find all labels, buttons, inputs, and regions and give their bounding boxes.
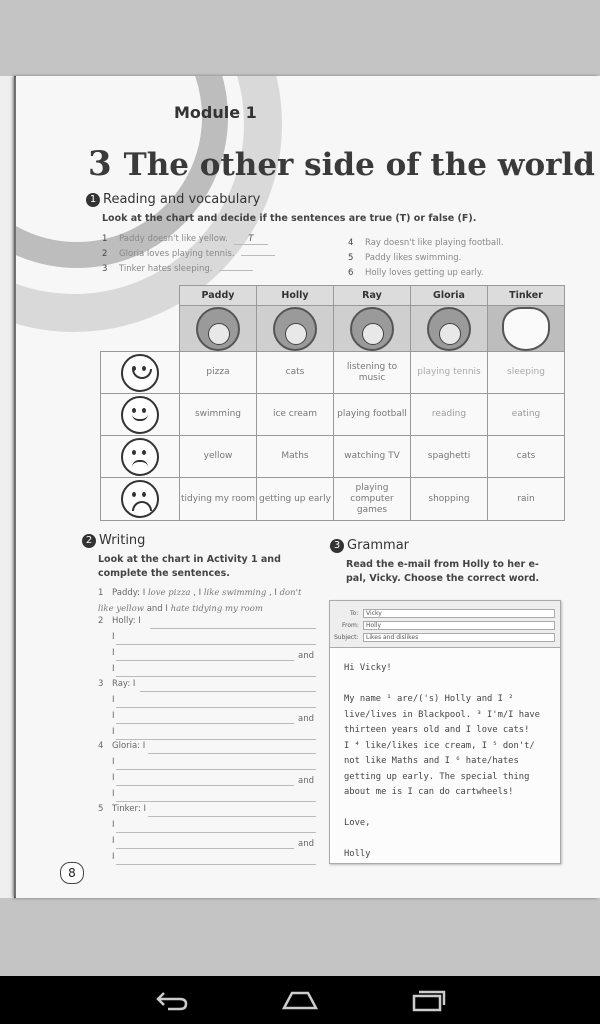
chart-cell: spaghetti (410, 435, 488, 478)
recent-apps-button[interactable] (405, 984, 453, 1016)
chart-cell: playing computer games (333, 477, 411, 521)
writing-item-holly: 2 Holly: I (98, 616, 141, 626)
answer-line[interactable] (150, 627, 316, 629)
sentence-item: 2 Gloria loves playing tennis. (102, 249, 275, 259)
answer-line[interactable] (116, 863, 316, 865)
grammar-instruction: Read the e-mail from Holly to her e-pal, Vicky. Choose the correct word. (346, 559, 540, 584)
email-header (330, 601, 560, 648)
back-button[interactable] (148, 984, 196, 1016)
chart-cell: ice cream (256, 393, 334, 436)
answer-line[interactable] (148, 815, 316, 817)
chart-cell: pizza (179, 351, 257, 394)
chart-cell: getting up early (256, 477, 334, 521)
to-label: To: (350, 610, 359, 617)
answer-line[interactable] (140, 690, 316, 692)
line-prefix: I (112, 664, 115, 674)
email-line: Love, (344, 818, 371, 828)
answer-blank[interactable]: T (234, 234, 268, 245)
previous-page-edge (0, 76, 16, 898)
column-header-ray: Ray (333, 285, 411, 306)
unit-number: 3 (88, 144, 112, 184)
workbook-page[interactable] (16, 76, 600, 898)
chart-cell: swimming (179, 393, 257, 436)
chart-cell: sleeping (487, 351, 565, 394)
chart-cell: tidying my room (179, 477, 257, 521)
reading-instruction: Look at the chart and decide if the sentences are true (T) or false (F). (102, 213, 477, 224)
email-window (329, 600, 561, 864)
answer-line[interactable] (148, 752, 316, 754)
face-icon-hate (100, 477, 180, 521)
sentence-item: 6 Holly loves getting up early. (348, 268, 484, 278)
answer-line[interactable] (116, 643, 316, 645)
portrait-paddy (179, 305, 257, 352)
face-icon-dislike (100, 435, 180, 478)
answer-blank[interactable] (219, 270, 253, 271)
home-icon (280, 989, 320, 1011)
subject-field[interactable]: Likes and dislikes (363, 633, 555, 642)
answer-line[interactable] (116, 847, 294, 849)
line-prefix: I (112, 648, 115, 658)
email-line: getting up early. The special thing (344, 771, 530, 782)
writing-item-gloria: 4 Gloria: I (98, 741, 146, 751)
navigation-bar (0, 976, 600, 1024)
answer-line[interactable] (116, 831, 316, 833)
and-label: and (298, 776, 314, 786)
line-prefix: I (112, 757, 115, 767)
email-line: Holly (344, 849, 371, 859)
and-label: and (298, 839, 314, 849)
column-header-tinker: Tinker (487, 285, 565, 306)
to-field[interactable]: Vicky (363, 609, 555, 618)
line-prefix: I (112, 836, 115, 846)
email-line: Hi Vicky! (344, 663, 392, 673)
column-header-gloria: Gloria (410, 285, 488, 306)
line-prefix: I (112, 820, 115, 830)
from-label: From: (342, 622, 359, 629)
chart-cell: eating (487, 393, 565, 436)
line-prefix: I (112, 727, 115, 737)
writing-instruction: Look at the chart in Activity 1 and complete the sentences. (98, 554, 281, 579)
column-header-paddy: Paddy (179, 285, 257, 306)
portrait-holly (256, 305, 334, 352)
email-body (344, 661, 556, 863)
page-title (88, 144, 595, 184)
subject-label: Subject: (334, 634, 359, 641)
line-prefix: I (112, 711, 115, 721)
page-number: 8 (60, 862, 84, 884)
portrait-gloria (410, 305, 488, 352)
chart-cell: Maths (256, 435, 334, 478)
back-arrow-icon (154, 989, 190, 1011)
answer-blank[interactable] (241, 255, 275, 256)
answer-line[interactable] (116, 722, 294, 724)
email-line (344, 832, 556, 848)
answer-line[interactable] (116, 675, 316, 677)
answer-line[interactable] (116, 659, 294, 661)
chart-cell: yellow (179, 435, 257, 478)
answer-line[interactable] (116, 784, 294, 786)
sentence-item: 5 Paddy likes swimming. (348, 253, 462, 263)
sentence-item: 4 Ray doesn't like playing football. (348, 238, 504, 248)
chart-cell: playing football (333, 393, 411, 436)
reading-heading: 1 Reading and vocabulary (86, 192, 260, 207)
chart-cell: listening to music (333, 351, 411, 394)
line-prefix: I (112, 695, 115, 705)
chart-cell: watching TV (333, 435, 411, 478)
email-line: My name ¹ are/('s) Holly and I ² (344, 694, 514, 704)
column-header-holly: Holly (256, 285, 334, 306)
chart-cell: playing tennis (410, 351, 488, 394)
from-field[interactable]: Holly (363, 621, 555, 630)
likes-chart (100, 285, 580, 527)
email-line: I ⁴ like/likes ice cream, I ⁵ don't/ (344, 740, 535, 751)
and-label: and (298, 651, 314, 661)
grammar-heading: 3 Grammar (330, 538, 409, 553)
face-icon-like (100, 393, 180, 436)
sentence-item: 1 Paddy doesn't like yellow. T (102, 234, 268, 245)
writing-example: 1 Paddy: I love pizza , I like swimming , I don't like yellow and I hate tidying my room (98, 588, 302, 614)
chart-cell: cats (256, 351, 334, 394)
email-line: not like Maths and I ⁶ hate/hates (344, 756, 519, 766)
line-prefix: I (112, 632, 115, 642)
email-line (344, 677, 556, 693)
and-label: and (298, 714, 314, 724)
line-prefix: I (112, 789, 115, 799)
recent-apps-icon (411, 988, 447, 1012)
answer-line[interactable] (116, 706, 316, 708)
chart-cell: shopping (410, 477, 488, 521)
portrait-tinker-dog (487, 305, 565, 352)
writing-heading: 2 Writing (82, 533, 145, 548)
writing-item-tinker: 5 Tinker: I (98, 804, 146, 814)
email-line: about me is I can do cartwheels! (344, 787, 514, 797)
chart-cell: cats (487, 435, 565, 478)
email-line: live/lives in Blackpool. ³ I'm/I have (344, 709, 540, 720)
chart-cell: rain (487, 477, 565, 521)
chart-cell: reading (410, 393, 488, 436)
answer-line[interactable] (116, 738, 316, 740)
writing-item-ray: 3 Ray: I (98, 679, 136, 689)
line-prefix: I (112, 852, 115, 862)
unit-title: The other side of the world (123, 147, 595, 183)
answer-line[interactable] (116, 800, 316, 802)
home-button[interactable] (276, 984, 324, 1016)
sentence-item: 3 Tinker hates sleeping. (102, 264, 253, 274)
module-label: Module 1 (174, 103, 257, 122)
email-line (344, 801, 556, 817)
portrait-ray (333, 305, 411, 352)
face-icon-love (100, 351, 180, 394)
answer-line[interactable] (116, 768, 316, 770)
line-prefix: I (112, 773, 115, 783)
email-line: thirteen years old and I love cats! (344, 725, 530, 735)
